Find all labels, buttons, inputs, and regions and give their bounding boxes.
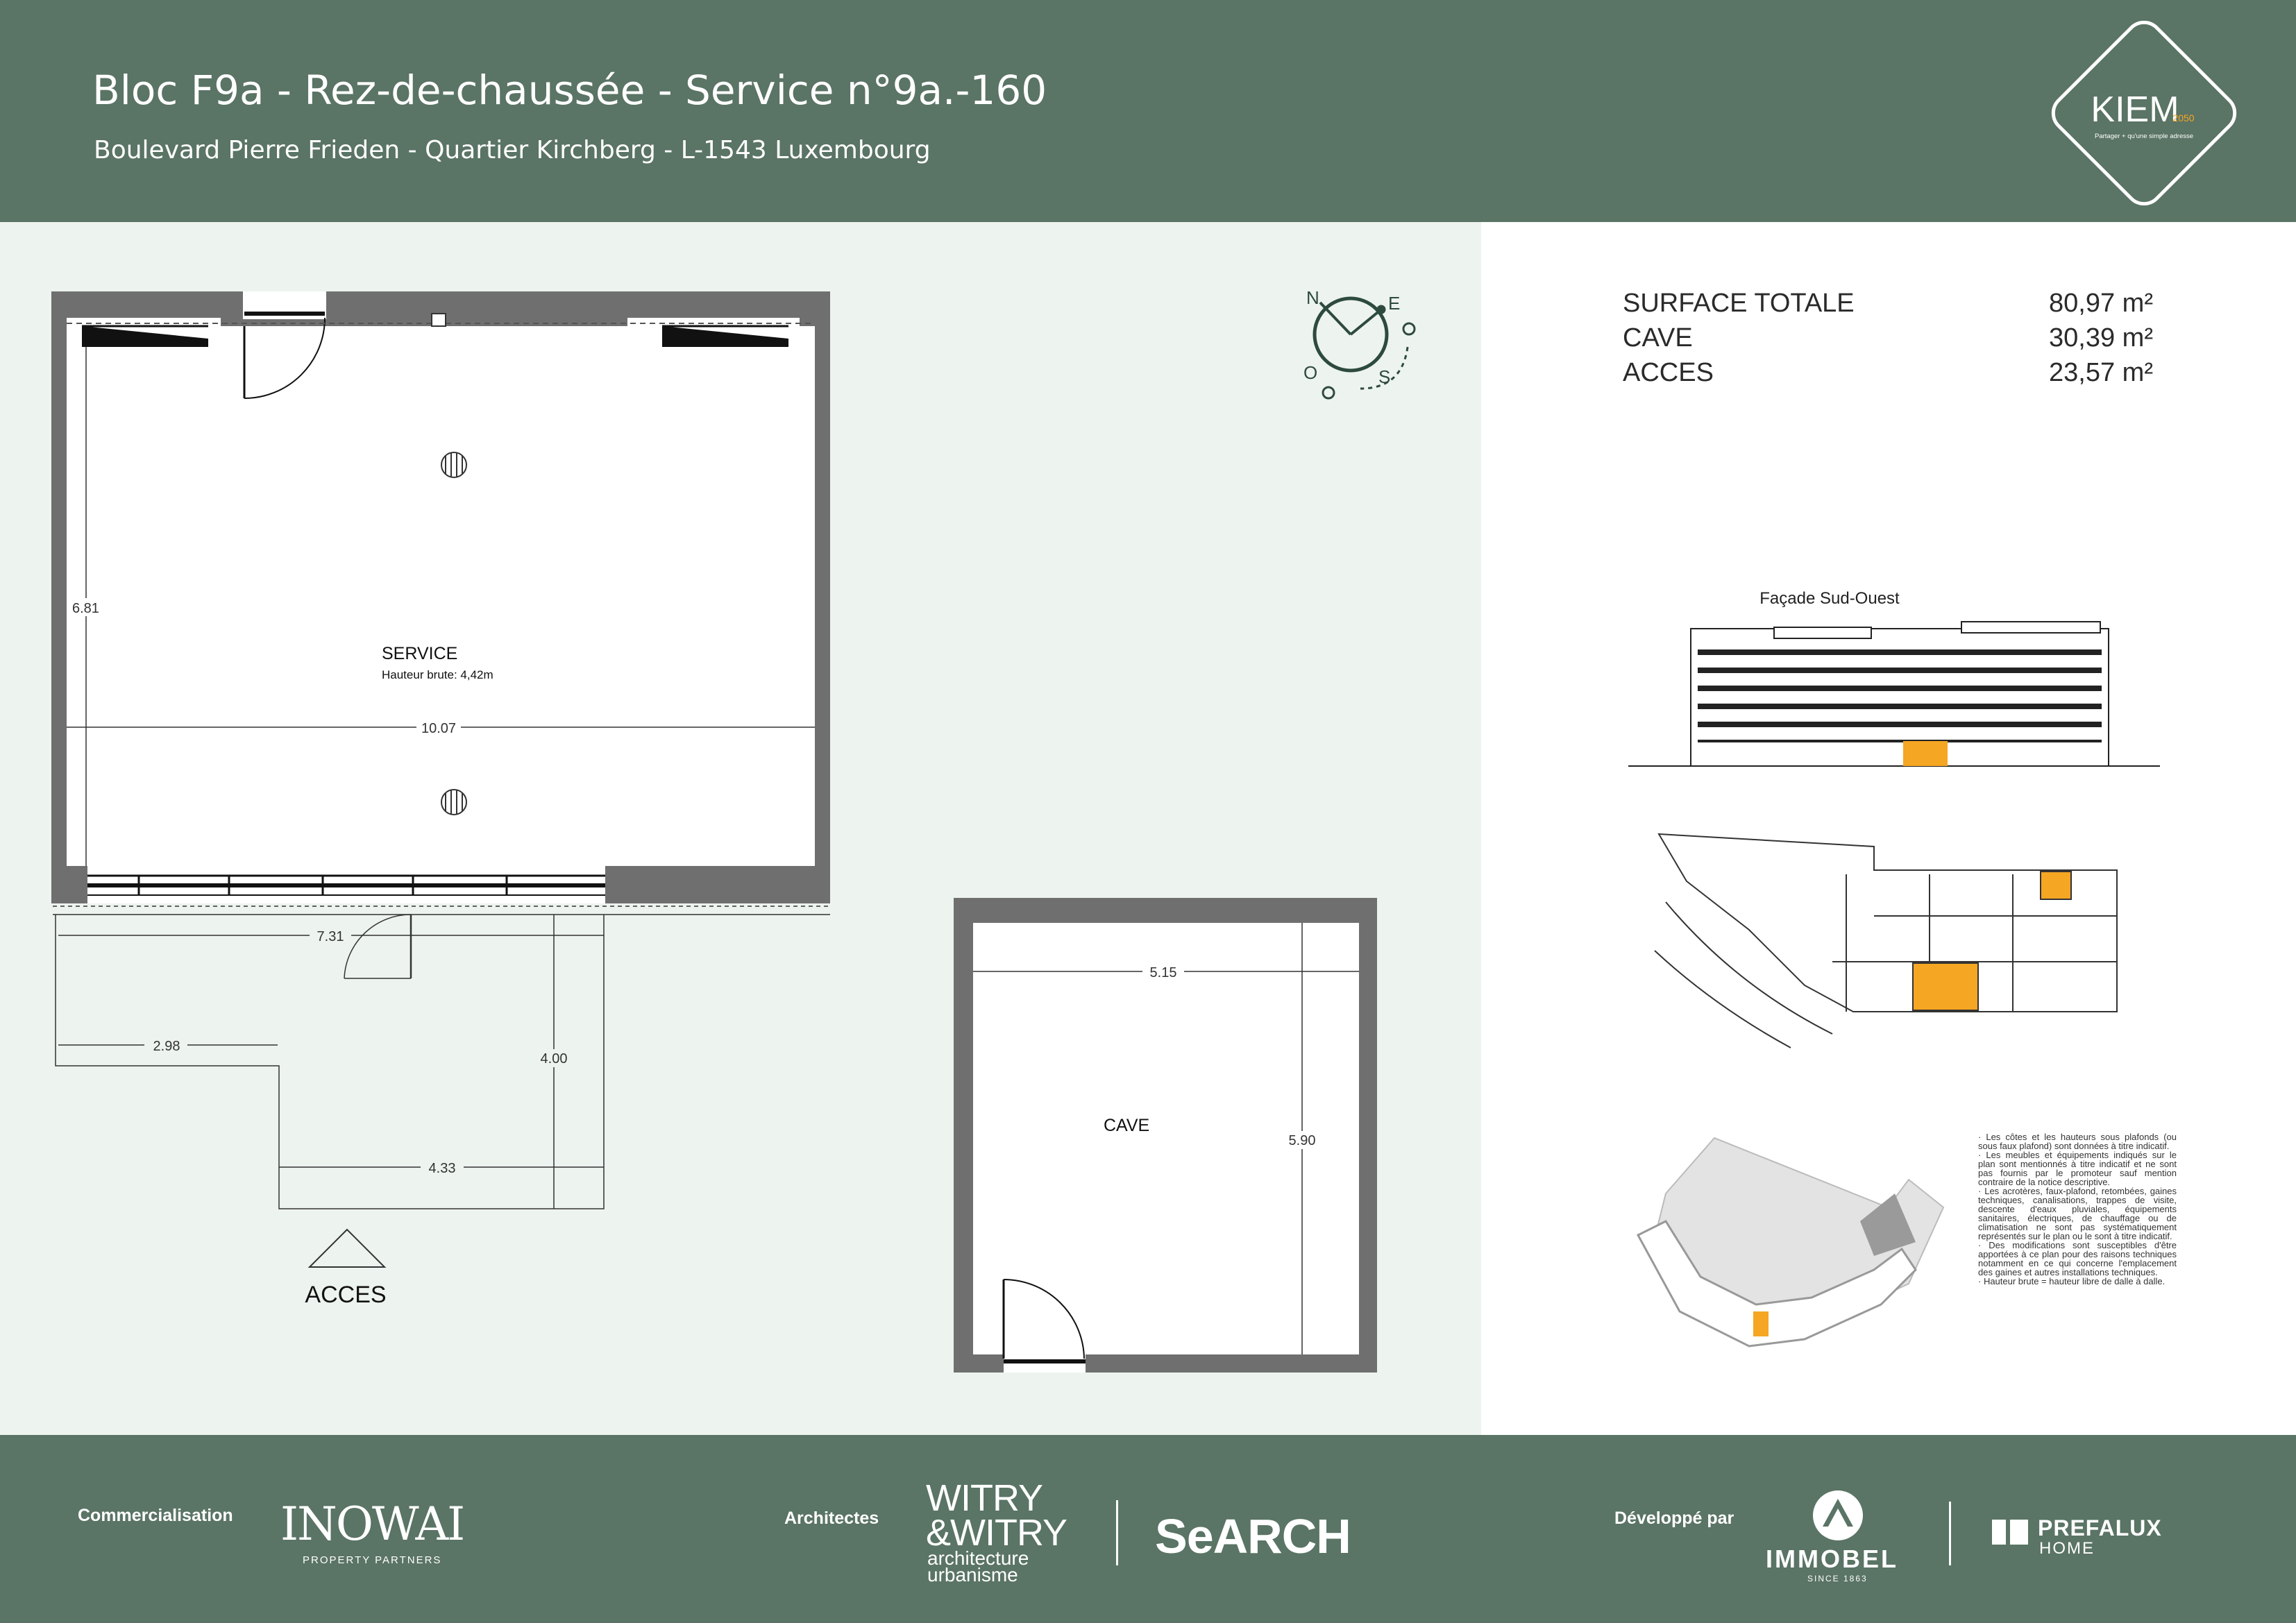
compass-e: E [1388, 293, 1401, 314]
commercialisation-label: Commercialisation [78, 1506, 233, 1525]
logo-tagline: Partager + qu'une simple adresse [2094, 133, 2194, 140]
compass-n: N [1306, 287, 1319, 308]
prefalux-sub: HOME [2039, 1539, 2095, 1558]
acces-label: ACCES [305, 1282, 387, 1308]
dim-width: 10.07 [421, 721, 457, 736]
compass-s: S [1378, 366, 1391, 387]
prefalux-logo: PREFALUX [2038, 1515, 2162, 1540]
service-height: Hauteur brute: 4,42m [382, 668, 493, 681]
acces-dim-bottom: 4.33 [428, 1161, 456, 1176]
footer-divider [1116, 1500, 1118, 1565]
witry-line2: &WITRY [926, 1512, 1067, 1554]
service-label: SERVICE [382, 644, 458, 663]
facade-title: Façade Sud-Ouest [1759, 589, 1900, 608]
footer-divider-2 [1949, 1502, 1951, 1565]
service-room [51, 291, 830, 903]
surface-value-acces: 23,57 m² [2049, 358, 2153, 387]
immobel-sub: SINCE 1863 [1807, 1574, 1868, 1583]
surface-value-total: 80,97 m² [2049, 289, 2153, 318]
witry-sub1: architecture [927, 1547, 1029, 1569]
cave-dim-height: 5.90 [1288, 1133, 1316, 1148]
surface-label-total: SURFACE TOTALE [1623, 289, 1855, 318]
acces-arrow [310, 1230, 385, 1267]
note-item: · Hauteur brute = hauteur libre de dalle à dalle. [1978, 1276, 2166, 1286]
prefalux-icon-left [1992, 1520, 2006, 1545]
architectes-label: Architectes [784, 1509, 879, 1528]
note-item: · Les acrotères, faux-plafond, retombées, gaines techniques, canalisations, trappes de visite, descente d'eaux pluviales, équipements sanitaires, électriques, de chauffage ou de climatisation ne sont pas systématiquement représentés sur le plan ou le sont à titre indicatif. [1978, 1186, 2177, 1241]
developpe-label: Développé par [1614, 1509, 1734, 1528]
search-logo: SeARCH [1155, 1509, 1351, 1563]
prefalux-icon-right [2010, 1520, 2028, 1545]
witry-sub2: urbanisme [927, 1564, 1018, 1586]
surface-value-cave: 30,39 m² [2049, 323, 2153, 352]
witry-line1: WITRY [926, 1477, 1043, 1519]
acces-dim-top: 7.31 [316, 929, 344, 944]
acces-dim-right: 4.00 [540, 1051, 568, 1067]
immobel-logo: IMMOBEL [1766, 1545, 1898, 1573]
logo-year: 2050 [2172, 112, 2195, 124]
cave-room [954, 898, 1377, 1373]
address-subtitle: Boulevard Pierre Frieden - Quartier Kirchberg - L-1543 Luxembourg [94, 136, 931, 164]
cave-dim-width: 5.15 [1149, 965, 1177, 980]
dim-height: 6.81 [72, 601, 99, 616]
inowai-sub: PROPERTY PARTNERS [303, 1554, 442, 1566]
immobel-logo-icon [1812, 1489, 1864, 1542]
witry-logo [926, 1477, 1067, 1554]
page-title: Bloc F9a - Rez-de-chaussée - Service n°9a.-160 [92, 67, 1047, 114]
inowai-logo: INOWAI [280, 1497, 464, 1551]
logo-name: KIEM [2091, 90, 2179, 130]
surface-label-acces: ACCES [1623, 358, 1714, 387]
cave-label: CAVE [1104, 1116, 1150, 1135]
note-item: · Les côtes et les hauteurs sous plafonds (ou sous faux plafond) sont données à titre indicatif. [1978, 1132, 2177, 1151]
witry-sub [927, 1547, 1029, 1586]
disclaimer-notes [1978, 1132, 2177, 1286]
note-item: · Des modifications sont susceptibles d'être apportées à ce plan pour des raisons techniques notamment en ce qui concerne l'emplacement des gaines et autres installations techniques. [1978, 1240, 2177, 1277]
compass-o: O [1303, 362, 1318, 383]
acces-dim-left: 2.98 [153, 1039, 180, 1054]
surface-label-cave: CAVE [1623, 323, 1693, 352]
note-item: · Les meubles et équipements indiqués sur le plan sont mentionnés à titre indicatif et ne sont pas fournis par le promoteur sauf mention contraire de la notice descriptive. [1978, 1150, 2177, 1187]
kiem-logo [2046, 15, 2242, 211]
